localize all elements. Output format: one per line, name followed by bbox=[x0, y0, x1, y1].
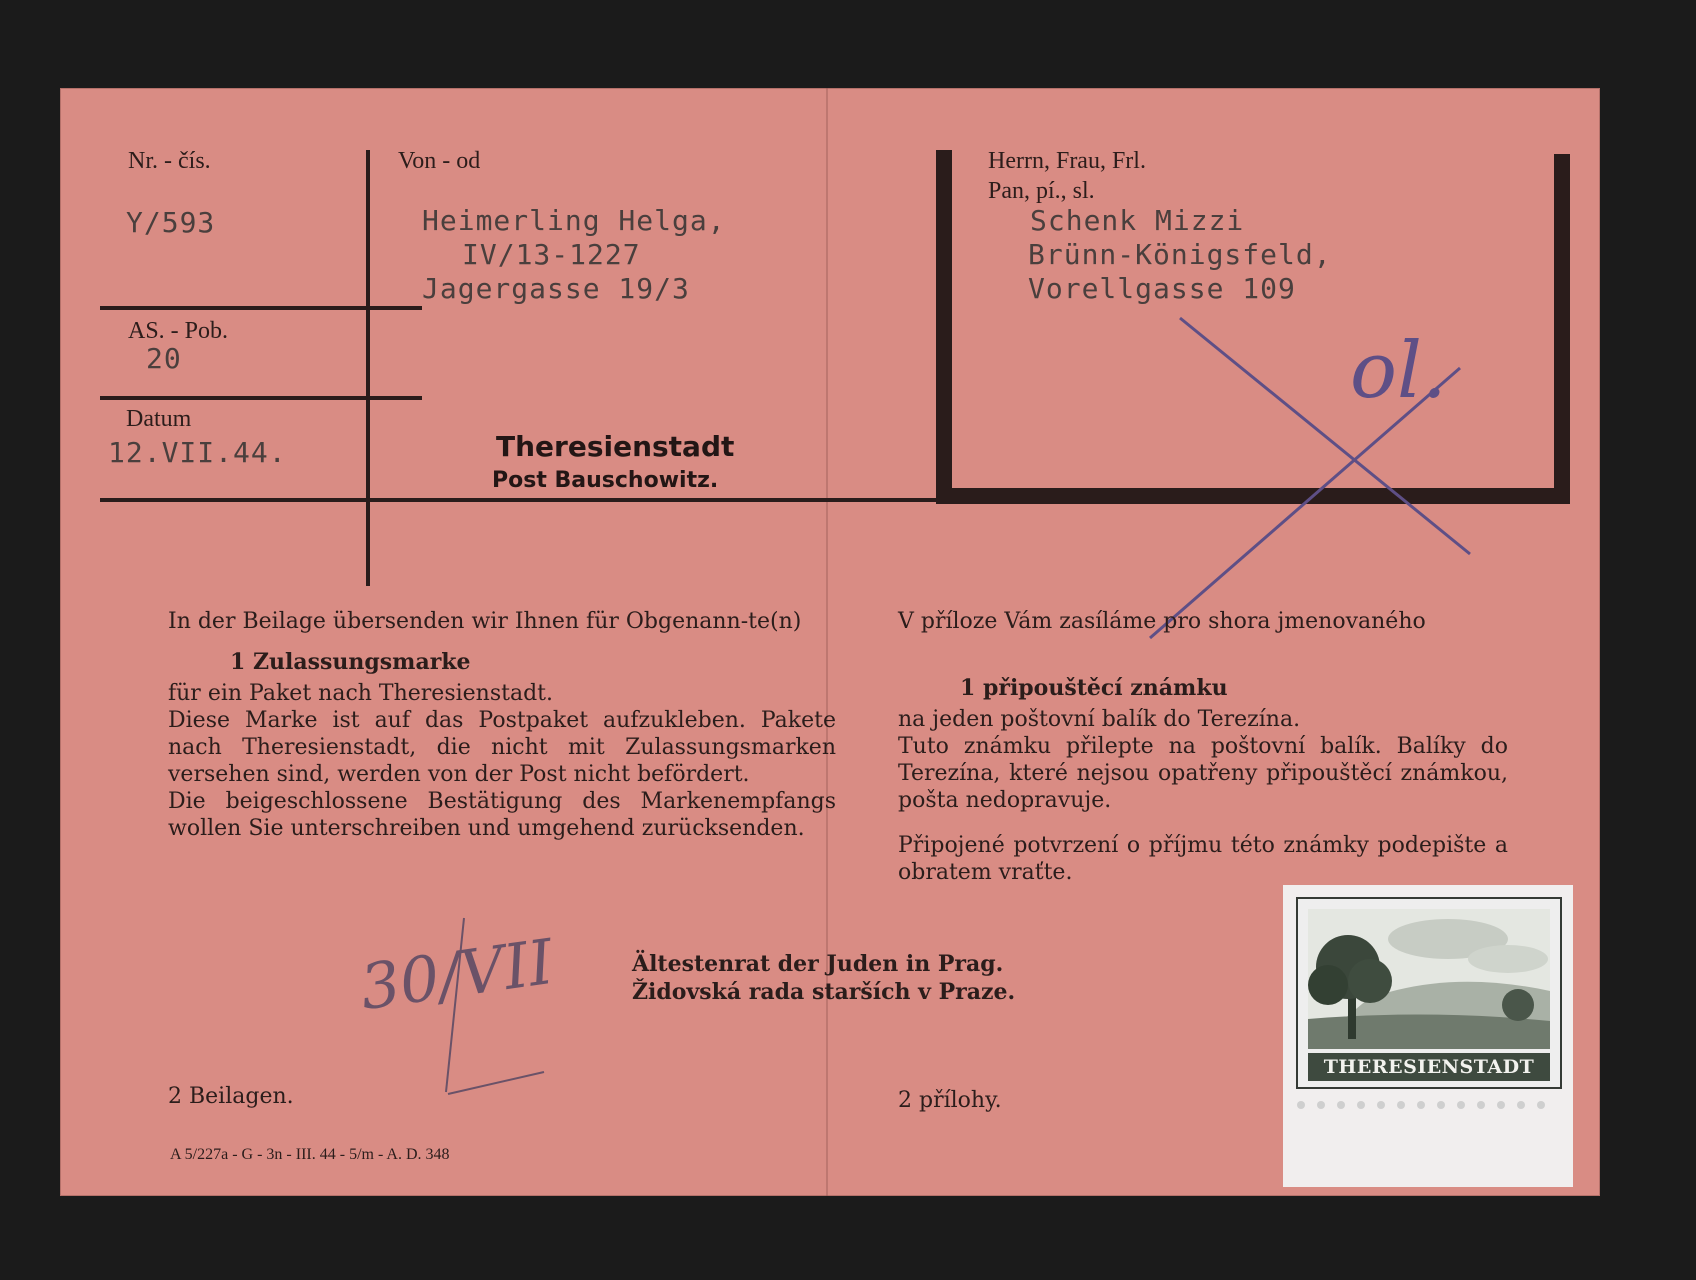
pencil-date-note: 30/VII bbox=[355, 924, 558, 1025]
stamp-landscape-drawing bbox=[1308, 909, 1550, 1049]
german-text-block bbox=[168, 608, 836, 842]
german-intro: In der Beilage übersenden wir Ihnen für Obgenann-te(n) bbox=[168, 609, 802, 634]
sender-address-2: Jagergasse 19/3 bbox=[422, 272, 690, 305]
datum-value: 12.VII.44. bbox=[108, 436, 287, 469]
czech-text-block bbox=[898, 608, 1508, 886]
pencil-strokes bbox=[420, 908, 580, 1108]
recipient-frame-left bbox=[936, 150, 952, 490]
czech-paragraph-2: Připojené potvrzení o příjmu této známky podepište a obratem vraťte. bbox=[898, 833, 1508, 885]
recipient-city: Brünn-Königsfeld, bbox=[1028, 238, 1332, 271]
german-paragraph-1: Diese Marke ist auf das Postpaket aufzukleben. Pakete nach Theresienstadt, die nicht mit Zulassungsmarken versehen sind, werden von der Post nicht befördert. bbox=[168, 708, 836, 787]
recipient-label-cz: Pan, pí., sl. bbox=[988, 178, 1095, 204]
column-separator bbox=[366, 150, 370, 586]
signature-block bbox=[632, 950, 1015, 1006]
postage-stamp bbox=[1296, 897, 1562, 1089]
nr-label: Nr. - čís. bbox=[128, 148, 211, 174]
signature-line-cz: Židovská rada starších v Praze. bbox=[632, 979, 1016, 1005]
nr-value: Y/593 bbox=[126, 206, 216, 239]
post-office-name: Theresienstadt bbox=[496, 430, 735, 463]
recipient-street: Vorellgasse 109 bbox=[1028, 272, 1296, 305]
as-label: AS. - Pob. bbox=[128, 318, 229, 344]
signature-line-de: Ältestenrat der Juden in Prag. bbox=[632, 951, 1004, 977]
czech-item: 1 připouštěcí známku bbox=[960, 675, 1228, 701]
german-line1: für ein Paket nach Theresienstadt. bbox=[168, 681, 553, 706]
post-office-subtitle: Post Bauschowitz. bbox=[492, 468, 719, 493]
sender-name: Heimerling Helga, bbox=[422, 204, 726, 237]
recipient-label-de: Herrn, Frau, Frl. bbox=[988, 148, 1146, 174]
sender-address-1: IV/13-1227 bbox=[462, 238, 641, 271]
recipient-name: Schenk Mizzi bbox=[1030, 204, 1245, 237]
german-item: 1 Zulassungsmarke bbox=[230, 649, 471, 675]
stamp-landscape-image bbox=[1308, 909, 1550, 1049]
divider-line bbox=[100, 306, 422, 310]
czech-intro: V příloze Vám zasíláme pro shora jmenovaného bbox=[898, 609, 1426, 634]
print-code: A 5/227a - G - 3n - III. 44 - 5/m - A. D. 348 bbox=[170, 1146, 450, 1163]
perforation-holes bbox=[1283, 1095, 1573, 1115]
divider-line bbox=[100, 396, 422, 400]
header-bottom-rule bbox=[100, 498, 976, 502]
czech-enclosures: 2 přílohy. bbox=[898, 1088, 1002, 1113]
czech-paragraph-1: Tuto známku přilepte na poštovní balík. Balíky do Terezína, které nejsou opatřeny připouštěcí známkou, pošta nedopravuje. bbox=[898, 734, 1508, 813]
german-enclosures: 2 Beilagen. bbox=[168, 1084, 294, 1109]
german-paragraph-2: Die beigeschlossene Bestätigung des Markenempfangs wollen Sie unterschreiben und umgehend zurücksenden. bbox=[168, 789, 836, 841]
as-value: 20 bbox=[146, 342, 182, 375]
datum-label: Datum bbox=[126, 406, 192, 432]
handwritten-initials: ol. bbox=[1350, 326, 1447, 416]
von-label: Von - od bbox=[398, 148, 481, 174]
stamp-caption: THERESIENSTADT bbox=[1308, 1053, 1550, 1081]
czech-line1: na jeden poštovní balík do Terezína. bbox=[898, 707, 1301, 732]
